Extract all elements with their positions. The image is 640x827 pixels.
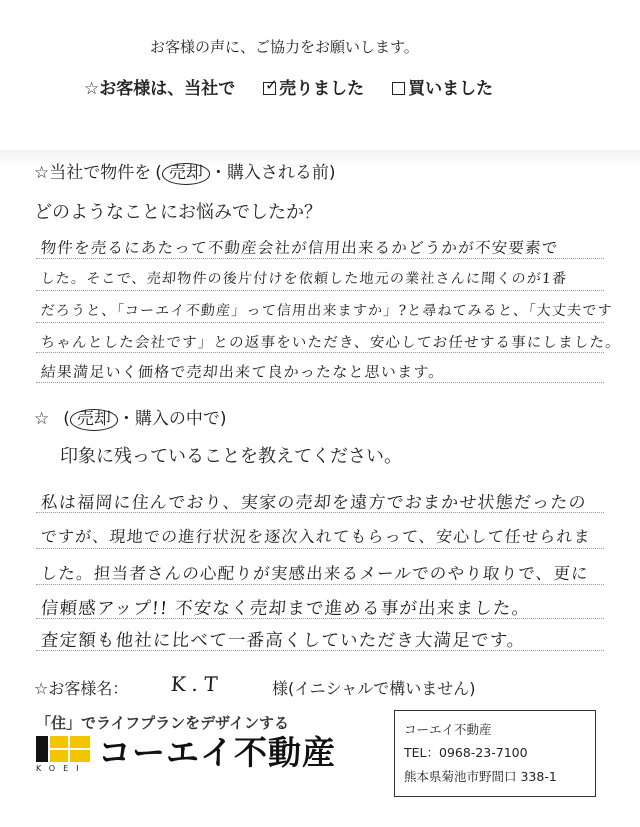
section1-prefix: 当社で物件を [49, 163, 152, 183]
answer-ruled-line [36, 548, 604, 549]
option-bought-label: 買いました [408, 79, 494, 99]
company-tagline: 「住」でライフプランをデザインする [36, 714, 290, 732]
section1-answer-line: した。そこで、売却物件の後片付けを依頼した地元の業社さんに聞くのが1番 [40, 271, 568, 287]
company-name: コーエイ不動産 [404, 722, 492, 737]
section2-answer-line: ですが、現地での進行状況を逐次入れてもらって、安心して任せられま [40, 527, 592, 546]
section2-answer-line: 信頼感アップ!! 不安なく売却まで進める事が出来ました。 [40, 599, 531, 619]
answer-ruled-line [36, 258, 604, 259]
answer-ruled-line [36, 290, 604, 291]
section1-question: どのようなことにお悩みでしたか？ [34, 202, 322, 223]
section1-suffix: ・購入される前) [209, 163, 336, 183]
section1-answer-line: 物件を売るにあたって不動産会社が信用出来るかどうかが不安要素で [40, 239, 560, 257]
survey-request-heading: お客様の声に、ご協力をお願いします。 [150, 38, 419, 56]
section1-answer-line: だろうと、「コーエイ不動産」って信用出来ますか」?と尋ねてみると、「大丈夫です [40, 303, 614, 319]
customer-type-prefix: ☆お客様は、当社で [84, 79, 236, 99]
company-logo-text: コーエイ不動産 [98, 733, 336, 772]
section1-circled-option: 売却 [162, 163, 210, 185]
star-icon: ☆ [34, 163, 50, 183]
section2-answer-line: した。担当者さんの心配りが実感出来るメールでのやり取りで、更に [40, 564, 590, 583]
section1-heading: ☆当社で物件を ( 売却 ・購入される前) [34, 163, 336, 183]
customer-name-value: K.T [170, 672, 225, 696]
option-sold-label: 売りました [279, 79, 365, 99]
answer-ruled-line [36, 584, 604, 585]
company-address: 熊本県菊池市野間口 338-1 [404, 769, 557, 784]
company-logo-icon [36, 736, 92, 762]
section1-answer-line: ちゃんとした会社です」との返事をいただき、安心してお任せする事にしました。 [40, 335, 622, 351]
section2-question: 印象に残っていることを教えてください。 [60, 446, 402, 467]
company-info-box [394, 710, 596, 797]
answer-ruled-line [36, 322, 604, 323]
answer-ruled-line [36, 352, 604, 353]
section2-answer-line: 私は福岡に住んでおり、実家の売却を遠方でおまかせ状態だったの [40, 493, 588, 513]
section2-heading: ☆ ( 売却 ・購入の中で) [34, 409, 227, 429]
section2-answer-line: 査定額も他社に比べて一番高くしていただき大満足です。 [40, 631, 527, 651]
check-mark-icon: ✓ [265, 76, 278, 94]
customer-name-note: 様(イニシャルで構いません) [272, 679, 476, 698]
company-phone: TEL：0968-23-7100 [404, 745, 528, 760]
section2-suffix: ・購入の中で) [117, 409, 227, 429]
section2-circled-option: 売却 [70, 409, 118, 431]
star-icon: ☆ [34, 409, 50, 429]
section1-answer-line: 結果満足いく価格で売却出来て良かったなと思います。 [40, 363, 446, 381]
sold-checkbox[interactable] [263, 76, 278, 95]
customer-name-label: ☆お客様名： [34, 679, 129, 698]
bought-checkbox[interactable] [392, 82, 405, 95]
answer-ruled-line [36, 382, 604, 383]
logo-subtext: KOEI [36, 764, 87, 773]
customer-type-line [84, 74, 493, 99]
